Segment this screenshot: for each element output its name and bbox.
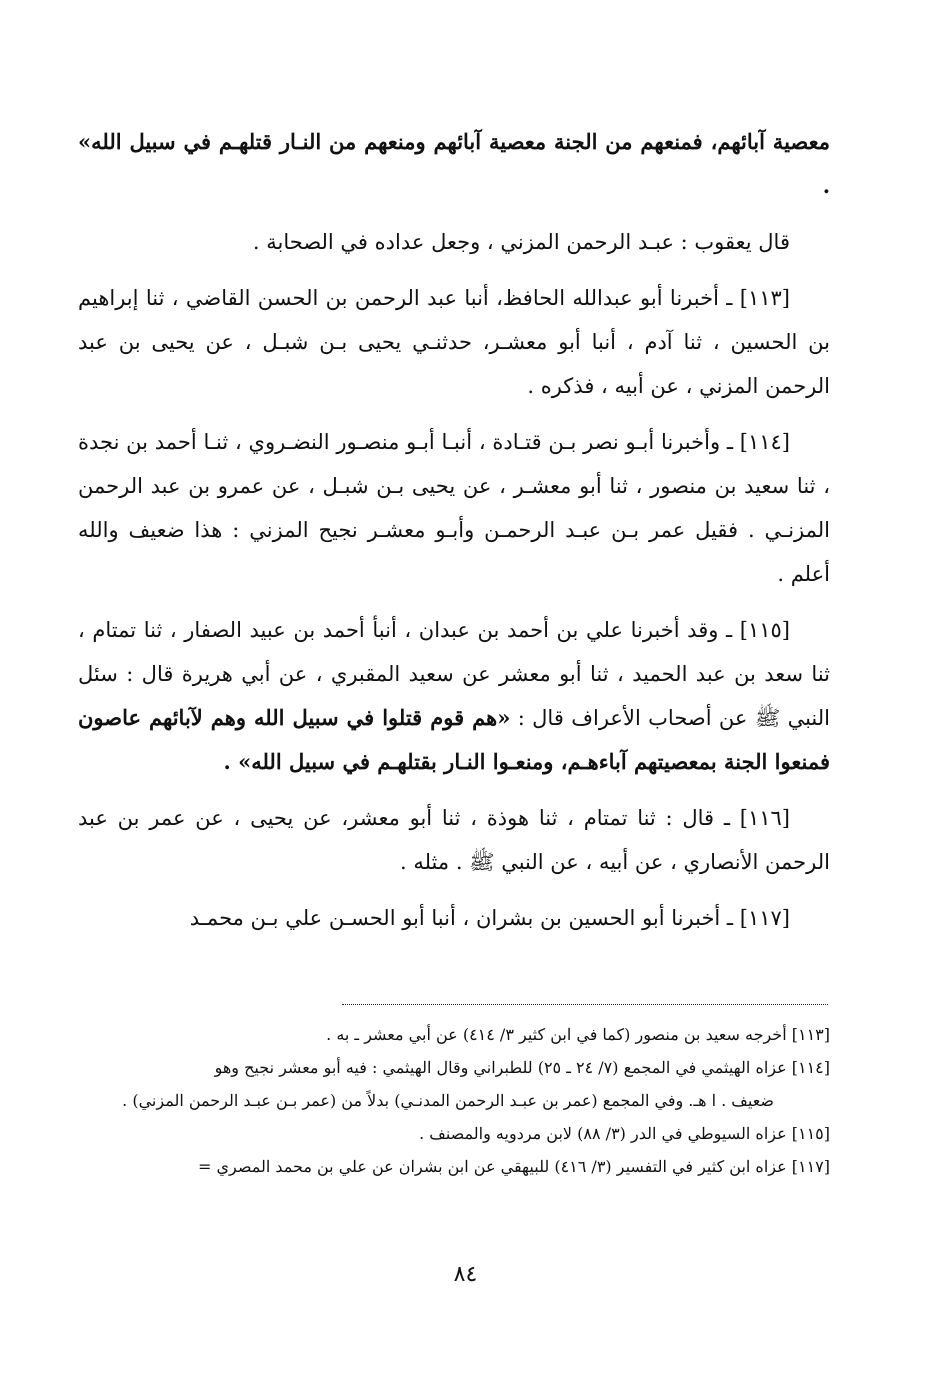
paragraph-continuation: معصية آبائهم، فمنعهم من الجنة معصية آبائهم ومنعهم من النـار قتلهـم في سبيل الله» . — [78, 129, 830, 198]
hadith-116: [١١٦] ـ قال : ثنا تمتام ، ثنا هوذة ، ثنا أبو معشر، عن يحيى ، عن عمر بن عبد الرحمن الأنصاري ، عن أبيه ، عن النبي ﷺ . مثله . — [78, 806, 830, 874]
footnote-114-line1: [١١٤] عزاه الهيثمي في المجمع (٧/ ٢٤ ـ ٢٥) للطبراني وقال الهيثمي : فيه أبو معشر نجيح وهو — [214, 1058, 830, 1077]
hadith-115 — [78, 608, 830, 784]
hadith-113: [١١٣] ـ أخبرنا أبو عبدالله الحافظ، أنبا عبد الرحمن بن الحسن القاضي ، ثنا إبراهيم بن الحسين ، ثنا آدم ، أنبا أبو معشـر، حدثنـي يحيى بـن شبـل ، عن يحيى بن عبد الرحمن المزني ، عن أبيه ، فذكره . — [78, 286, 830, 398]
footnotes — [60, 1018, 830, 1183]
main-text — [78, 120, 830, 950]
paragraph-yaqub: قال يعقوب : عبـد الرحمن المزني ، وجعل عداده في الصحابة . — [252, 230, 790, 254]
hadith-115-matn: «هم قوم قتلوا في سبيل الله وهم لآبائهم عاصون فمنعوا الجنة بمعصيتهم آباءهـم، ومنعـوا النـار بقتلهـم في سبيل الله» . — [78, 705, 830, 774]
footnote-117: [١١٧] عزاه ابن كثير في التفسير (٣/ ٤١٦) للبيهقي عن ابن بشران عن علي بن محمد المصري = — [197, 1157, 830, 1176]
footnote-113: [١١٣] أخرجه سعيد بن منصور (كما في ابن كثير ٣/ ٤١٤) عن أبي معشر ـ به . — [326, 1025, 830, 1044]
footnote-114 — [60, 1051, 830, 1117]
page-number: ٨٤ — [453, 1262, 478, 1287]
hadith-115-isnad: [١١٥] ـ وقد أخبرنا علي بن أحمد بن عبدان ، أنبأ أحمد بن عبيد الصفار ، ثنا تمتام ، ثنا سعد بن عبد الحميد ، ثنا أبو معشر عن سعيد المقبري ، عن أبي هريرة قال : سئل النبي ﷺ عن أصحاب الأعراف قال : — [78, 618, 831, 730]
hadith-114: [١١٤] ـ وأخبرنا أبـو نصر بـن قتـادة ، أنبـا أبـو منصـور النضـروي ، ثنـا أحمد بن نجدة ، ثنا سعيد بن منصور ، ثنا أبو معشـر ، عن يحيى بـن شبـل ، عن عمرو بن عبد الرحمن المزنـي . فقيل عمر بـن عبـد الرحمـن وأبـو معشـر نجيح المزني : هذا ضعيف والله أعلم . — [78, 430, 830, 586]
footnote-divider — [342, 1004, 828, 1005]
footnote-115: [١١٥] عزاه السيوطي في الدر (٣/ ٨٨) لابن مردويه والمصنف . — [419, 1124, 830, 1143]
footnote-114-line2: ضعيف . ا هـ. وفي المجمع (عمر بن عبـد الرحمن المدنـي) بدلاً من (عمر بـن عبـد الرحمن المزني) . — [122, 1091, 774, 1110]
hadith-117: [١١٧] ـ أخبرنا أبو الحسين بن بشران ، أنبا أبو الحسـن علي بـن محمـد — [189, 906, 790, 930]
